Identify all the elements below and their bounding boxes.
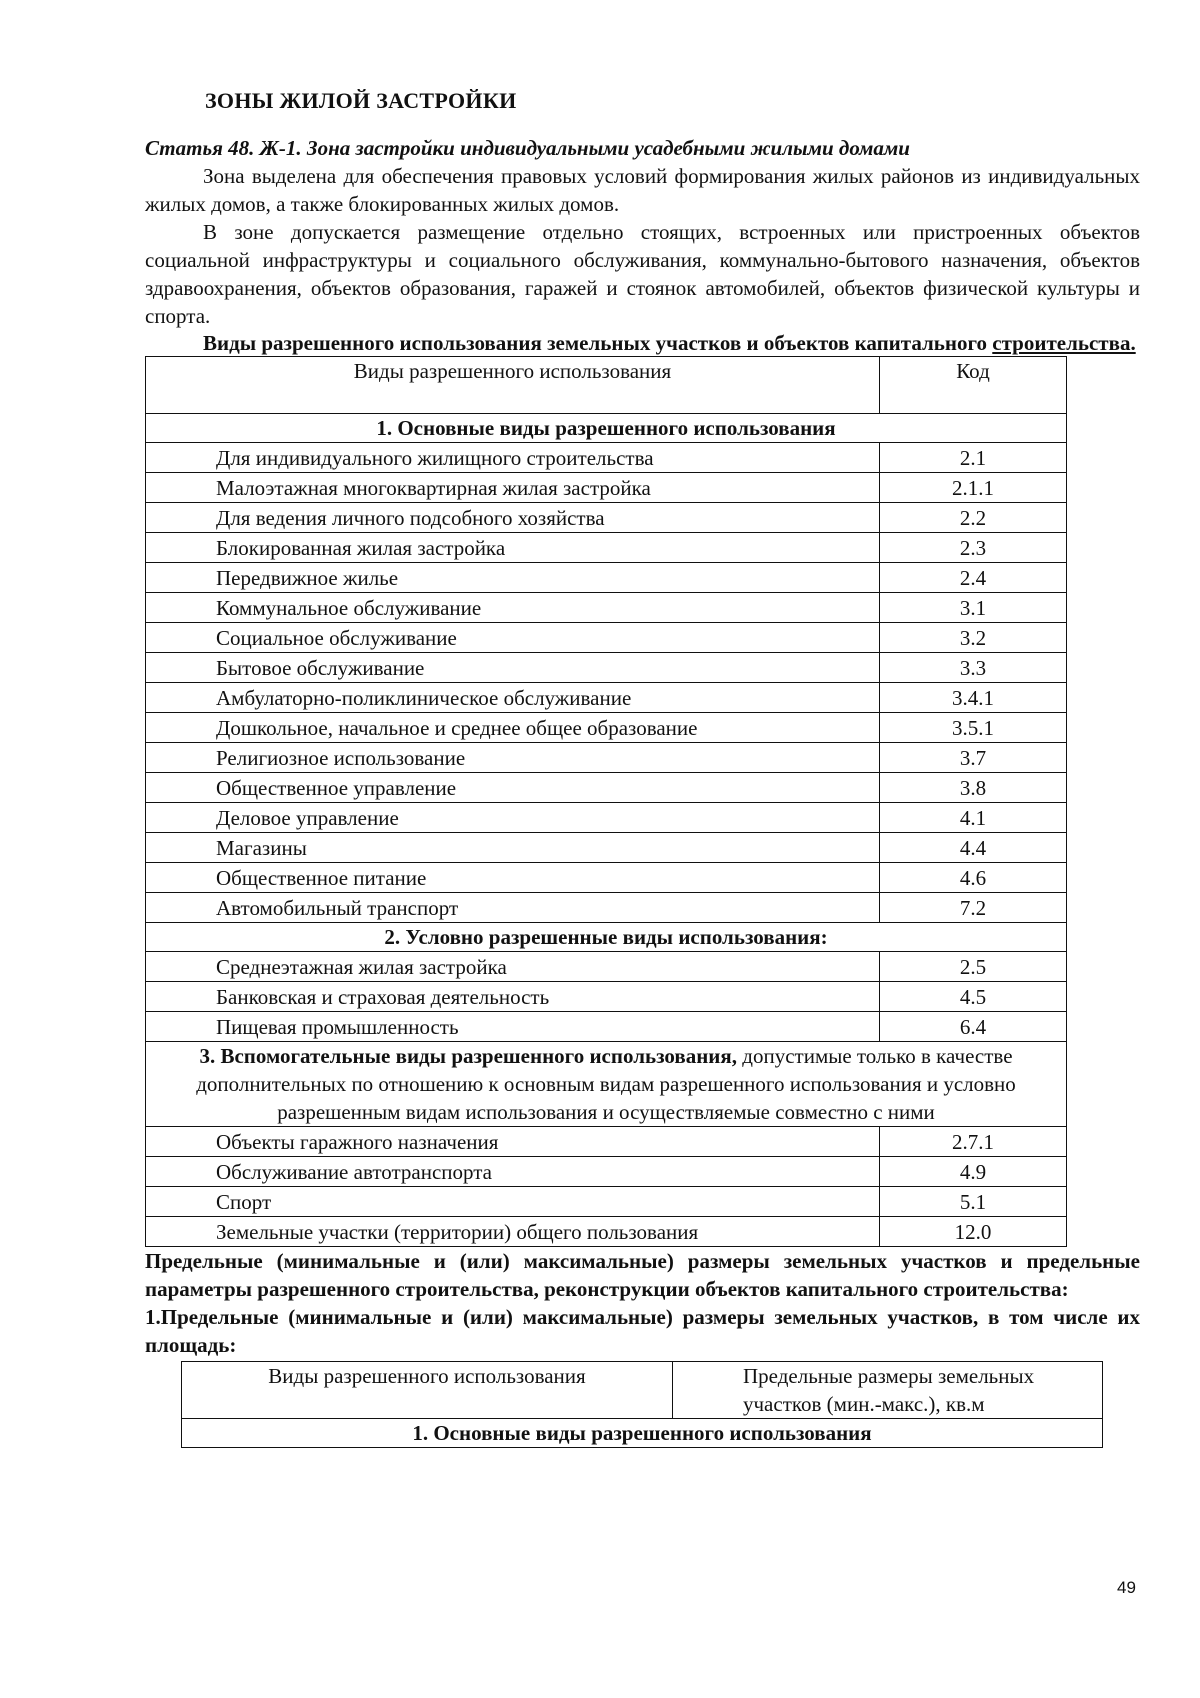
table-row [146,773,1067,803]
paragraph-zone-allowed: В зоне допускается размещение отдельно стоящих, встроенных или пристроенных объектов социальной инфраструктуры и социального обслуживания, коммунально-бытового назначения, объектов здравоохранения, объектов образования, гаражей и стоянок автомобилей, объектов физической культуры и спорта. [145,220,1140,328]
use-name: Малоэтажная многоквартирная жилая застройка [146,473,880,503]
section3-rows [146,1127,1067,1247]
use-name: Обслуживание автотранспорта [146,1157,880,1187]
use-name: Спорт [146,1187,880,1217]
use-code: 3.7 [880,743,1067,773]
paragraph-zone-purpose: Зона выделена для обеспечения правовых условий формирования жилых районов из индивидуальных жилых домов, а также блокированных жилых домов. [145,164,1140,216]
use-name: Для ведения личного подсобного хозяйства [146,503,880,533]
table-caption-part2: строительства. [992,331,1136,355]
section-row [146,923,1067,952]
use-code: 3.3 [880,653,1067,683]
article-title: Статья 48. Ж-1. Зона застройки индивидуальными усадебными жилыми домами [145,136,910,160]
use-name: Амбулаторно-поликлиническое обслуживание [146,683,880,713]
table-row [146,893,1067,923]
use-name: Среднеэтажная жилая застройка [146,952,880,982]
table-row [146,623,1067,653]
use-code: 2.7.1 [880,1127,1067,1157]
table-row [146,1187,1067,1217]
section-row [146,414,1067,443]
table-row [146,683,1067,713]
use-code: 2.1.1 [880,473,1067,503]
use-code: 2.1 [880,443,1067,473]
use-code: 4.6 [880,863,1067,893]
use-code: 3.5.1 [880,713,1067,743]
section-row [146,1042,1067,1127]
table-row [146,803,1067,833]
use-name: Социальное обслуживание [146,623,880,653]
use-name: Общественное управление [146,773,880,803]
table-header-row [182,1362,1103,1419]
table-row [146,833,1067,863]
use-name: Магазины [146,833,880,863]
use-code: 2.4 [880,563,1067,593]
table-row [146,1217,1067,1247]
use-code: 7.2 [880,893,1067,923]
table-caption-part1: Виды разрешенного использования земельных участков и объектов капитального [203,331,988,355]
use-name: Земельные участки (территории) общего пользования [146,1217,880,1247]
limits-section1-title: 1. Основные виды разрешенного использования [182,1419,1103,1448]
use-name: Дошкольное, начальное и среднее общее образование [146,713,880,743]
use-name: Пищевая промышленность [146,1012,880,1042]
document-page [145,88,1140,1448]
use-name: Автомобильный транспорт [146,893,880,923]
table-row [146,952,1067,982]
use-code: 4.9 [880,1157,1067,1187]
use-code: 3.1 [880,593,1067,623]
table-row [146,443,1067,473]
limits-title: Предельные (минимальные и (или) максимальные) размеры земельных участков и предельные параметры разрешенного строительства, реконструкции объектов капитального строительства: [145,1249,1140,1301]
use-code: 12.0 [880,1217,1067,1247]
table-row [146,743,1067,773]
table-row [146,863,1067,893]
section1-title: 1. Основные виды разрешенного использования [146,414,1067,443]
table-row [146,982,1067,1012]
use-name: Деловое управление [146,803,880,833]
limits-subtitle: 1.Предельные (минимальные и (или) максимальные) размеры земельных участков, в том числе их площадь: [145,1305,1140,1357]
limits-table [181,1361,1103,1448]
table-header-row [146,357,1067,414]
use-code: 2.2 [880,503,1067,533]
table-row [146,593,1067,623]
header-name: Виды разрешенного использования [146,357,880,414]
use-name: Коммунальное обслуживание [146,593,880,623]
section3-title-rest: допустимые только в качестве дополнительных по отношению к основным видам разрешенного использования и условно разрешенным видам использования и осуществляемые совместно с ними [196,1044,1016,1124]
table-row [146,1012,1067,1042]
use-name: Блокированная жилая застройка [146,533,880,563]
table-caption [145,330,1140,356]
table-row [146,563,1067,593]
use-name: Объекты гаражного назначения [146,1127,880,1157]
table-row [146,1127,1067,1157]
use-code: 4.1 [880,803,1067,833]
table-row [146,503,1067,533]
section-row [182,1419,1103,1448]
use-code: 3.8 [880,773,1067,803]
limits-header-name: Виды разрешенного использования [182,1362,673,1419]
use-code: 2.5 [880,952,1067,982]
use-name: Передвижное жилье [146,563,880,593]
use-code: 3.4.1 [880,683,1067,713]
use-code: 3.2 [880,623,1067,653]
limits-header-values: Предельные размеры земельных участков (мин.-макс.), кв.м [673,1362,1103,1419]
use-code: 5.1 [880,1187,1067,1217]
permitted-uses-table [145,356,1067,1247]
section2-rows [146,952,1067,1042]
use-code: 4.5 [880,982,1067,1012]
table-row [146,713,1067,743]
table-row [146,533,1067,563]
zone-title: ЗОНЫ ЖИЛОЙ ЗАСТРОЙКИ [205,88,517,113]
use-code: 2.3 [880,533,1067,563]
table-row [146,653,1067,683]
use-name: Бытовое обслуживание [146,653,880,683]
use-code: 6.4 [880,1012,1067,1042]
page-number: 49 [1117,1578,1136,1597]
table-row [146,1157,1067,1187]
use-name: Общественное питание [146,863,880,893]
section2-title: 2. Условно разрешенные виды использования: [146,923,1067,952]
use-name: Религиозное использование [146,743,880,773]
header-code: Код [880,357,1067,414]
section3-title [146,1042,1067,1127]
section3-title-bold: 3. Вспомогательные виды разрешенного использования, [199,1044,738,1068]
table-row [146,473,1067,503]
use-code: 4.4 [880,833,1067,863]
use-name: Банковская и страховая деятельность [146,982,880,1012]
section1-rows [146,443,1067,923]
use-name: Для индивидуального жилищного строительства [146,443,880,473]
